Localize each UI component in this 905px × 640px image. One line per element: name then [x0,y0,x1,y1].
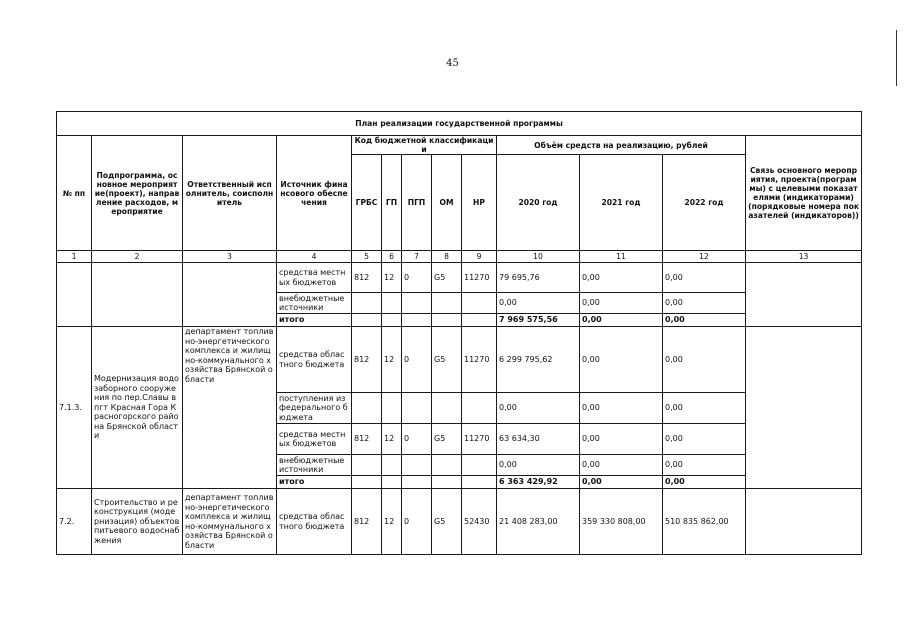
amount-2020: 0,00 [497,455,580,476]
item-name-7-1-3: Модернизация водозаборного сооружения по пер.Славы в пгт Красная Гора Красногорского района Брянской области [92,327,183,489]
column-number: 6 [382,251,402,263]
header-2022: 2022 год [663,155,746,251]
table-row [57,327,862,393]
amount-2020: 63 634,30 [497,424,580,455]
om-cell: G5 [432,327,462,393]
pgp-cell: 0 [402,424,432,455]
om-cell: G5 [432,424,462,455]
link-cell-empty [746,263,862,327]
grbs-cell: 812 [352,327,382,393]
name-cell-empty [92,263,183,327]
header-num: № пп [57,136,92,251]
pgp-cell: 0 [402,489,432,555]
np-cell [462,393,497,424]
amount-2021: 0,00 [580,424,663,455]
header-volume: Объём средств на реализацию, рублей [497,136,746,155]
column-number: 12 [663,251,746,263]
amount-2021: 0,00 [580,293,663,314]
responsible-cell-empty [183,263,277,327]
header-gp: ГП [382,155,402,251]
amount-2022: 0,00 [663,293,746,314]
total-2020: 7 969 575,56 [497,314,580,327]
gp-cell [382,393,402,424]
link-cell-empty [746,327,862,489]
header-budget-code: Код бюджетной классификации [352,136,497,155]
om-cell [432,314,462,327]
om-cell [432,455,462,476]
link-cell-empty [746,489,862,555]
amount-2021: 0,00 [580,263,663,293]
header-source: Источник финансового обеспечения [277,136,352,251]
grbs-cell [352,455,382,476]
amount-2021: 0,00 [580,393,663,424]
source-cell: средства местных бюджетов [277,424,352,455]
pgp-cell [402,314,432,327]
source-cell: внебюджетные источники [277,455,352,476]
amount-2020: 21 408 283,00 [497,489,580,555]
grbs-cell: 812 [352,489,382,555]
np-cell [462,476,497,489]
amount-2020: 6 299 795,62 [497,327,580,393]
column-number-row [57,251,862,263]
gp-cell [382,476,402,489]
amount-2022: 0,00 [663,455,746,476]
page-edge-line [896,30,897,86]
item-number-7-1-3: 7.1.3. [57,327,92,489]
pgp-cell [402,455,432,476]
pgp-cell: 0 [402,327,432,393]
total-2021: 0,00 [580,314,663,327]
header-grbs: ГРБС [352,155,382,251]
gp-cell [382,314,402,327]
column-number: 8 [432,251,462,263]
header-np: НР [462,155,497,251]
responsible-7-1-3: департамент топливно-энергетического комплекса и жилищно-коммунального хозяйства Брянской области [183,327,277,489]
source-cell-total: итого [277,476,352,489]
om-cell [432,476,462,489]
amount-2021: 0,00 [580,455,663,476]
om-cell: G5 [432,263,462,293]
np-cell: 11270 [462,327,497,393]
amount-2021: 359 330 808,00 [580,489,663,555]
total-2022: 0,00 [663,476,746,489]
np-cell: 11270 [462,263,497,293]
source-cell: средства областного бюджета [277,327,352,393]
column-number: 10 [497,251,580,263]
table-title: План реализации государственной программы [57,112,862,136]
grbs-cell: 812 [352,424,382,455]
om-cell [432,293,462,314]
column-number: 5 [352,251,382,263]
amount-2020: 79 695,76 [497,263,580,293]
item-name-7-2: Строительство и реконструкция (модернизация) объектов питьевого водоснабжения [92,489,183,555]
table-row [57,263,862,293]
total-2021: 0,00 [580,476,663,489]
amount-2022: 510 835 862,00 [663,489,746,555]
item-number-7-2: 7.2. [57,489,92,555]
responsible-7-2: департамент топливно-энергетического комплекса и жилищно-коммунального хозяйства Брянской области [183,489,277,555]
gp-cell: 12 [382,489,402,555]
column-number: 7 [402,251,432,263]
header-2020: 2020 год [497,155,580,251]
header-2021: 2021 год [580,155,663,251]
np-cell [462,293,497,314]
source-cell: поступления из федерального бюджета [277,393,352,424]
column-number: 1 [57,251,92,263]
num-cell-empty [57,263,92,327]
source-cell: внебюджетные источники [277,293,352,314]
column-number: 2 [92,251,183,263]
source-cell: средства областного бюджета [277,489,352,555]
np-cell: 11270 [462,424,497,455]
amount-2021: 0,00 [580,327,663,393]
pgp-cell [402,393,432,424]
amount-2020: 0,00 [497,293,580,314]
om-cell: G5 [432,489,462,555]
header-subprogram: Подпрограмма, основное мероприятие(проект), направление расходов, мероприятие [92,136,183,251]
column-number: 9 [462,251,497,263]
grbs-cell [352,393,382,424]
header-link: Связь основного мероприятия, проекта(программы) с целевыми показателями (индикаторами) (порядковые номера показателей (индикаторов)) [746,136,862,251]
total-2022: 0,00 [663,314,746,327]
np-cell [462,455,497,476]
pgp-cell: 0 [402,263,432,293]
gp-cell: 12 [382,424,402,455]
column-number: 13 [746,251,862,263]
source-cell: средства местных бюджетов [277,263,352,293]
amount-2022: 0,00 [663,424,746,455]
header-om: ОМ [432,155,462,251]
np-cell [462,314,497,327]
table-row [57,489,862,555]
gp-cell: 12 [382,327,402,393]
grbs-cell: 812 [352,263,382,293]
grbs-cell [352,476,382,489]
gp-cell [382,293,402,314]
amount-2022: 0,00 [663,327,746,393]
column-number: 11 [580,251,663,263]
om-cell [432,393,462,424]
amount-2022: 0,00 [663,393,746,424]
total-2020: 6 363 429,92 [497,476,580,489]
grbs-cell [352,314,382,327]
page-number: 45 [446,58,459,69]
plan-table [56,111,862,555]
amount-2022: 0,00 [663,263,746,293]
gp-cell [382,455,402,476]
amount-2020: 0,00 [497,393,580,424]
header-pgp: ПГП [402,155,432,251]
pgp-cell [402,293,432,314]
header-responsible: Ответственный исполнитель, соисполнитель [183,136,277,251]
source-cell-total: итого [277,314,352,327]
column-number: 4 [277,251,352,263]
grbs-cell [352,293,382,314]
gp-cell: 12 [382,263,402,293]
pgp-cell [402,476,432,489]
column-number: 3 [183,251,277,263]
np-cell: 52430 [462,489,497,555]
